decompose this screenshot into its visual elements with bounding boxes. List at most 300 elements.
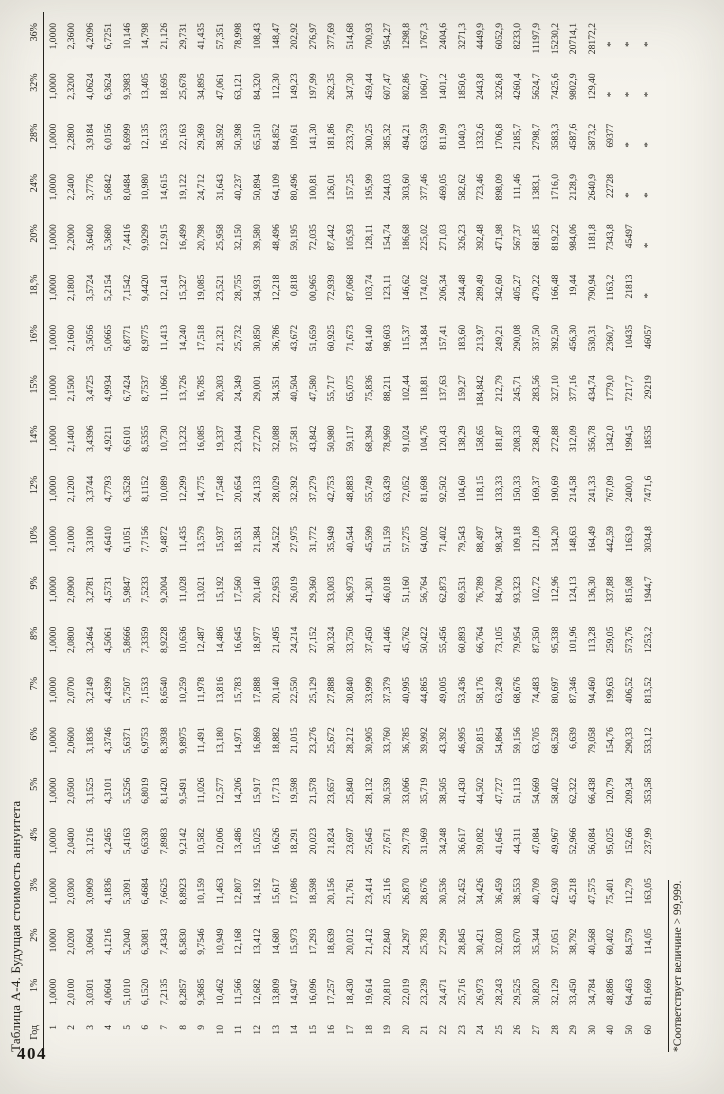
value-cell: 13,809 <box>270 978 282 1006</box>
value-cell: 63,439 <box>382 475 394 503</box>
value-cell: 2185,7 <box>512 123 524 151</box>
value-cell: 1401,2 <box>437 73 449 100</box>
value-cell: 10,582 <box>196 827 208 855</box>
value-cell: 13,180 <box>214 727 226 754</box>
value-cell: 1,0000 <box>47 73 59 100</box>
value-cell: 4,1216 <box>103 928 115 955</box>
value-cell: 38,505 <box>437 777 449 804</box>
value-cell: 40,709 <box>530 878 542 905</box>
value-cell: 38,792 <box>568 928 580 955</box>
table-row <box>434 12 453 1054</box>
value-cell: 50,422 <box>419 626 431 654</box>
value-cell: 108,43 <box>252 23 264 50</box>
value-cell: 4,1836 <box>103 878 115 905</box>
value-cell: 30,539 <box>382 777 394 804</box>
value-cell: 98,347 <box>493 526 505 553</box>
value-cell: 19,614 <box>363 978 375 1006</box>
value-cell: 73,105 <box>493 626 505 654</box>
value-cell: 1298,8 <box>400 23 412 50</box>
value-cell: 20,810 <box>382 978 394 1006</box>
value-cell: 6,3624 <box>103 73 115 100</box>
value-cell: 24,349 <box>233 375 245 402</box>
value-cell: 12,682 <box>252 978 264 1006</box>
value-cell: 2,0700 <box>66 676 78 704</box>
table-row <box>211 12 230 1054</box>
value-cell: 2,0100 <box>66 978 78 1006</box>
value-cell: 11,026 <box>196 777 208 804</box>
value-cell: 790,94 <box>586 274 598 301</box>
value-cell: 46,995 <box>456 727 468 754</box>
value-cell: 290,33 <box>623 727 635 754</box>
value-cell: 6,3528 <box>121 475 133 503</box>
value-cell: 723,46 <box>475 173 487 201</box>
rate-column-header: 14% <box>29 414 44 464</box>
value-cell: 23,276 <box>307 727 319 754</box>
value-cell: 5,9847 <box>121 576 133 603</box>
value-cell: 271,03 <box>437 224 449 251</box>
value-cell: 104,76 <box>419 425 431 452</box>
value-cell: 1,0000 <box>47 878 59 905</box>
value-cell: 133,33 <box>493 475 505 503</box>
value-cell: 8,2857 <box>177 978 189 1006</box>
value-cell: * <box>623 192 636 198</box>
value-cell: 14,615 <box>159 173 171 201</box>
value-cell: 469,05 <box>437 173 449 201</box>
value-cell: 1779,0 <box>605 375 617 402</box>
value-cell: 27,671 <box>382 827 394 855</box>
year-cell: 10 <box>214 1025 226 1035</box>
value-cell: 9,2142 <box>177 827 189 855</box>
value-cell: 25,129 <box>307 676 319 704</box>
value-cell: 2,2800 <box>66 123 78 151</box>
value-cell: 33,003 <box>326 576 338 603</box>
year-cell: 23 <box>456 1025 468 1035</box>
value-cell: 2,1200 <box>66 475 78 503</box>
value-cell: 20,012 <box>345 928 356 955</box>
value-cell: 134,20 <box>549 526 561 553</box>
value-cell: 7,6625 <box>159 878 171 905</box>
table-row <box>472 12 491 1054</box>
value-cell: 33,670 <box>512 928 524 955</box>
table-row <box>639 12 658 1054</box>
table-row <box>620 12 639 1054</box>
value-cell: 128,11 <box>363 224 375 251</box>
value-cell: 1,0000 <box>47 324 59 352</box>
value-cell: 169,37 <box>530 475 542 503</box>
value-cell: 5,2040 <box>121 928 133 955</box>
value-cell: 21,321 <box>214 324 226 352</box>
value-cell: 37,581 <box>289 425 301 452</box>
value-cell: 3,0604 <box>84 928 96 955</box>
value-cell: 41,301 <box>363 576 375 603</box>
value-cell: 16,869 <box>252 727 264 754</box>
value-cell: 25,116 <box>382 878 394 905</box>
year-cell: 21 <box>419 1025 431 1035</box>
value-cell: 31,969 <box>419 827 431 855</box>
value-cell: 17,713 <box>270 777 282 804</box>
value-cell: 802,86 <box>400 73 412 100</box>
value-cell: 14,240 <box>177 324 189 352</box>
value-cell: 13,726 <box>177 375 189 402</box>
value-cell: 84,852 <box>270 123 282 151</box>
value-cell: 33,999 <box>363 676 375 704</box>
value-cell: 7,5233 <box>140 576 152 603</box>
value-cell: 64,463 <box>623 978 635 1006</box>
table-row <box>44 12 63 1054</box>
value-cell: 27,152 <box>307 626 319 654</box>
value-cell: 9,2004 <box>159 576 171 603</box>
value-cell: 11,463 <box>214 878 226 905</box>
value-cell: 37,450 <box>363 626 375 654</box>
value-cell: 23,044 <box>233 425 245 452</box>
value-cell: 36,973 <box>345 576 356 603</box>
value-cell: 68,676 <box>512 676 524 704</box>
value-cell: 7,2135 <box>159 978 171 1006</box>
value-cell: 28,243 <box>493 978 505 1006</box>
value-cell: 129,40 <box>586 73 598 100</box>
rate-column-header: 32% <box>29 62 44 112</box>
value-cell: 406,52 <box>623 676 635 704</box>
value-cell: 181,87 <box>493 425 505 452</box>
value-cell: 17,518 <box>196 324 208 352</box>
value-cell: 2798,7 <box>530 123 542 151</box>
table-row <box>100 12 119 1054</box>
value-cell: 5873,2 <box>586 123 598 151</box>
value-cell: 3,5724 <box>84 274 96 301</box>
value-cell: 35,949 <box>326 526 338 553</box>
rate-column-header: 36% <box>29 12 44 62</box>
value-cell: 45497 <box>623 224 635 249</box>
value-cell: 57,351 <box>214 23 226 50</box>
value-cell: 1,0000 <box>47 23 59 50</box>
value-cell: 17,888 <box>252 676 264 704</box>
value-cell: 12,141 <box>159 274 171 301</box>
table-row <box>509 12 528 1054</box>
value-cell: 5,6842 <box>103 173 115 201</box>
value-cell: 72,052 <box>400 475 412 503</box>
value-cell: 2404,6 <box>437 23 449 50</box>
value-cell: 3271,3 <box>456 23 468 50</box>
value-cell: 50,398 <box>233 123 245 151</box>
value-cell: 36,617 <box>456 827 468 855</box>
rate-column-header: 10% <box>29 515 44 565</box>
value-cell: 4,3101 <box>103 777 115 804</box>
value-cell: 392,50 <box>549 324 561 352</box>
value-cell: 47,575 <box>586 878 598 905</box>
value-cell: 124,13 <box>568 576 580 603</box>
year-cell: 4 <box>103 1025 115 1030</box>
value-cell: 136,30 <box>586 576 598 603</box>
value-cell: 11,435 <box>177 526 189 553</box>
value-cell: 342,60 <box>493 274 505 301</box>
year-cell: 7 <box>159 1025 171 1030</box>
value-cell: 66,438 <box>586 777 598 804</box>
table-row <box>230 12 249 1054</box>
value-cell: 4,5731 <box>103 576 115 603</box>
value-cell: 212,79 <box>493 375 505 402</box>
value-cell: 337,50 <box>530 324 542 352</box>
value-cell: 8,5355 <box>140 425 152 452</box>
value-cell: 377,16 <box>568 375 580 402</box>
rate-column-header: 18,% <box>29 264 44 314</box>
value-cell: 18,430 <box>345 978 356 1006</box>
value-cell: 43,392 <box>437 727 449 754</box>
value-cell: 158,65 <box>475 425 487 452</box>
value-cell: 3,1836 <box>84 727 96 754</box>
value-cell: 47,580 <box>307 375 319 402</box>
year-cell: 6 <box>140 1025 152 1030</box>
value-cell: 24,214 <box>289 626 301 654</box>
value-cell: 6052,9 <box>493 23 505 50</box>
value-cell: 34,351 <box>270 375 282 402</box>
value-cell: 4,5061 <box>103 626 115 654</box>
value-cell: 114,05 <box>642 928 654 955</box>
table-row <box>118 12 137 1054</box>
value-cell: 6,7251 <box>103 23 115 50</box>
value-cell: 113,28 <box>586 626 598 653</box>
value-cell: 95,025 <box>605 827 617 855</box>
value-cell: 2,0400 <box>66 827 78 855</box>
header-row <box>29 12 44 1054</box>
value-cell: 0,818 <box>289 274 301 297</box>
value-cell: * <box>623 142 636 148</box>
value-cell: 16,785 <box>196 375 208 402</box>
value-cell: 34,931 <box>252 274 264 301</box>
value-cell: 1342,0 <box>605 425 617 452</box>
value-cell: 21,824 <box>326 827 338 855</box>
rate-column-header: 20% <box>29 213 44 263</box>
value-cell: 32,150 <box>233 224 245 251</box>
value-cell: 29,731 <box>177 23 189 50</box>
value-cell: 118,81 <box>419 375 431 402</box>
value-cell: 6,8771 <box>121 324 133 352</box>
value-cell: 109,18 <box>512 526 524 553</box>
value-cell: 15,973 <box>289 928 301 955</box>
value-cell: 81,698 <box>419 475 431 503</box>
value-cell: 134,84 <box>419 324 431 352</box>
value-cell: 2,2000 <box>66 224 78 251</box>
value-cell: 41,446 <box>382 626 394 654</box>
value-cell: 19,085 <box>196 274 208 301</box>
value-cell: 157,41 <box>437 324 449 352</box>
value-cell: 4,6410 <box>103 526 115 553</box>
value-cell: 6,639 <box>568 727 580 749</box>
value-cell: 2,1000 <box>66 526 78 553</box>
value-cell: 237,99 <box>642 827 654 855</box>
rate-column-header: 28% <box>29 113 44 163</box>
value-cell: 1,0000 <box>47 375 59 402</box>
value-cell: 214,58 <box>568 475 580 503</box>
value-cell: 38,553 <box>512 878 524 905</box>
value-cell: 3,4396 <box>84 425 96 452</box>
year-cell: 27 <box>530 1025 542 1035</box>
value-cell: 51,159 <box>382 526 394 553</box>
value-cell: 1163,9 <box>623 526 635 553</box>
value-cell: 21,761 <box>345 878 356 905</box>
value-cell: 3,6400 <box>84 224 96 251</box>
value-cell: 5,1010 <box>121 978 133 1006</box>
value-cell: 4,3746 <box>103 727 115 754</box>
table-row <box>583 12 602 1054</box>
value-cell: 47,727 <box>493 777 505 804</box>
value-cell: 225,02 <box>419 224 431 251</box>
value-cell: 10435 <box>623 324 635 349</box>
value-cell: 20,023 <box>307 827 319 855</box>
value-cell: 8,8923 <box>177 878 189 905</box>
value-cell: 58,176 <box>475 676 487 704</box>
value-cell: 59,117 <box>345 425 356 452</box>
year-cell: 18 <box>363 1025 375 1035</box>
value-cell: 32,129 <box>549 978 561 1006</box>
value-cell: 32,452 <box>456 878 468 905</box>
value-cell: 471,98 <box>493 224 505 251</box>
value-cell: 149,23 <box>289 73 301 100</box>
value-cell: 63,705 <box>530 727 542 754</box>
value-cell: 190,69 <box>549 475 561 503</box>
value-cell: 18,882 <box>270 727 282 754</box>
value-cell: 27,270 <box>252 425 264 452</box>
value-cell: 19,122 <box>177 173 189 201</box>
value-cell: 6,7424 <box>121 375 133 402</box>
value-cell: 51,113 <box>512 777 524 804</box>
value-cell: 26,019 <box>289 576 301 603</box>
value-cell: 120,43 <box>437 425 449 452</box>
value-cell: 26,973 <box>475 978 487 1006</box>
value-cell: 356,78 <box>586 425 598 452</box>
value-cell: 39,992 <box>419 727 431 754</box>
value-cell: 283,56 <box>530 375 542 402</box>
table-row <box>174 12 193 1054</box>
table-row <box>81 12 100 1054</box>
value-cell: 27,888 <box>326 676 338 704</box>
value-cell: 1,0000 <box>47 425 59 452</box>
value-cell: 11,066 <box>159 375 171 402</box>
value-cell: 3583,3 <box>549 123 561 151</box>
value-cell: 64,002 <box>419 526 431 553</box>
value-cell: 815,08 <box>623 576 635 603</box>
value-cell: 199,63 <box>605 676 617 704</box>
value-cell: 118,15 <box>475 475 487 502</box>
value-cell: 567,37 <box>512 224 524 251</box>
value-cell: 105,93 <box>345 224 356 251</box>
value-cell: 1,0000 <box>47 978 59 1006</box>
value-cell: 9,4420 <box>140 274 152 301</box>
value-cell: 14,798 <box>140 23 152 50</box>
value-cell: 20,303 <box>214 375 226 402</box>
value-cell: 2,0300 <box>66 878 78 905</box>
value-cell: 36,785 <box>400 727 412 754</box>
value-cell: 1060,7 <box>419 73 431 100</box>
value-cell: 327,10 <box>549 375 561 402</box>
value-cell: 66,764 <box>475 626 487 654</box>
value-cell: 26,870 <box>400 878 412 905</box>
value-cell: 5,3091 <box>121 878 133 905</box>
value-cell: 3034,8 <box>642 526 654 553</box>
value-cell: 353,58 <box>642 777 654 804</box>
value-cell: 20,798 <box>196 224 208 251</box>
value-cell: 8,7537 <box>140 375 152 402</box>
value-cell: 45,599 <box>363 526 375 553</box>
value-cell: 206,34 <box>437 274 449 301</box>
value-cell: 32,088 <box>270 425 282 452</box>
value-cell: 14,192 <box>252 878 264 905</box>
value-cell: 434,74 <box>586 375 598 402</box>
value-cell: 10,259 <box>177 676 189 704</box>
value-cell: 16,085 <box>196 425 208 452</box>
value-cell: 18,291 <box>289 827 301 855</box>
value-cell: 98,603 <box>382 324 394 352</box>
value-cell: * <box>641 91 654 98</box>
value-cell: 2,0200 <box>66 928 78 955</box>
value-cell: 11,491 <box>196 727 208 754</box>
table-row <box>156 12 175 1054</box>
rate-column-header: 15% <box>29 364 44 414</box>
year-cell: 22 <box>437 1025 449 1035</box>
year-cell: 3 <box>84 1025 96 1030</box>
value-cell: 164,49 <box>586 526 598 553</box>
value-cell: 101,96 <box>568 626 580 654</box>
table-row <box>267 12 286 1054</box>
value-cell: 1,0000 <box>47 475 59 503</box>
value-cell: 59,156 <box>512 727 524 754</box>
value-cell: 3,1216 <box>84 827 96 855</box>
value-cell: 78,969 <box>382 425 394 452</box>
value-cell: 16,645 <box>233 626 245 654</box>
value-cell: 29,369 <box>196 123 208 151</box>
value-cell: 109,61 <box>289 123 301 151</box>
value-cell: 25,678 <box>177 73 189 100</box>
value-cell: 64,109 <box>270 173 282 201</box>
value-cell: 8,1420 <box>159 777 171 804</box>
value-cell: 00,965 <box>307 274 319 301</box>
value-cell: 2,3200 <box>66 73 78 100</box>
value-cell: 25,783 <box>419 928 431 955</box>
value-cell: 28,132 <box>363 777 375 804</box>
value-cell: 34,248 <box>437 827 449 855</box>
year-cell: 60 <box>642 1025 654 1035</box>
value-cell: 59,195 <box>289 224 301 251</box>
value-cell: 272,88 <box>549 425 561 452</box>
value-cell: 6,4684 <box>140 878 152 905</box>
value-cell: 47,061 <box>214 73 226 100</box>
value-cell: 16,533 <box>159 123 171 151</box>
rate-column-header: 16% <box>29 314 44 364</box>
value-cell: 43,842 <box>307 425 319 452</box>
value-cell: 3,9184 <box>84 123 96 151</box>
value-cell: 1,0000 <box>47 526 59 553</box>
value-cell: 41,645 <box>493 827 505 855</box>
value-cell: 984,06 <box>568 224 580 251</box>
value-cell: 238,49 <box>530 425 542 452</box>
value-cell: 150,33 <box>512 475 524 503</box>
value-cell: 700,93 <box>363 23 375 50</box>
value-cell: 22728 <box>605 173 617 198</box>
value-cell: 15,025 <box>252 827 264 855</box>
value-cell: 241,33 <box>586 475 598 503</box>
value-cell: 56,084 <box>586 827 598 855</box>
value-cell: 55,749 <box>363 475 375 503</box>
value-cell: 28,676 <box>419 878 431 905</box>
value-cell: 184,842 <box>475 375 487 407</box>
value-cell: 21,126 <box>159 23 171 50</box>
value-cell: 112,96 <box>549 576 561 603</box>
value-cell: 8,6999 <box>121 123 133 151</box>
value-cell: 6,1520 <box>140 978 152 1006</box>
value-cell: 2,1500 <box>66 375 78 402</box>
value-cell: 23,414 <box>363 878 375 905</box>
value-cell: 7217,7 <box>623 375 635 402</box>
value-cell: 10000 <box>47 928 59 953</box>
